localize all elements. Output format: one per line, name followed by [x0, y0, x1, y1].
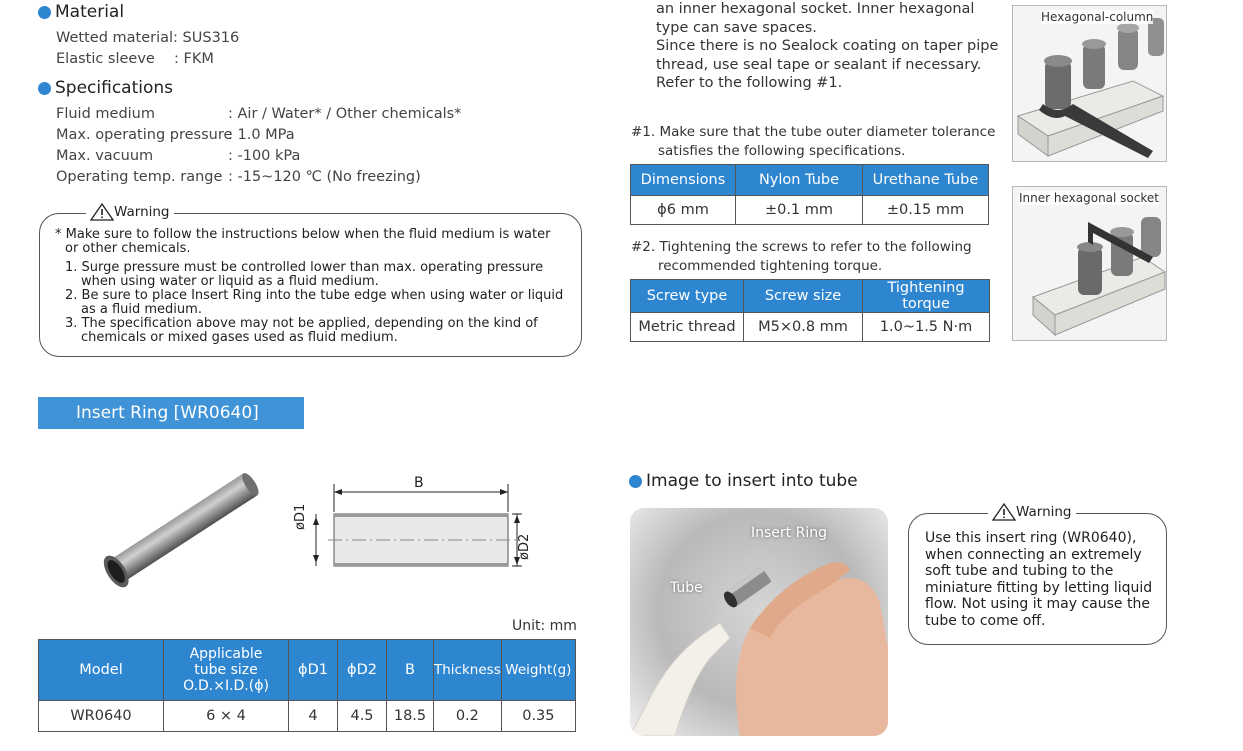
- hex-column-label: Hexagonal-column: [1041, 10, 1154, 24]
- bullet-dot-icon: [629, 475, 642, 488]
- material-heading: Material: [38, 2, 124, 22]
- ring-cell: 0.2: [434, 701, 502, 732]
- warning-triangle-icon: [90, 203, 114, 221]
- material-row-sleeve: Elastic sleeve : FKM: [56, 51, 214, 67]
- unit-label: Unit: mm: [512, 618, 577, 634]
- note-1: #1. Make sure that the tube outer diameter tolerance satisfies the following specifications.: [631, 124, 996, 159]
- ring-cell: 18.5: [387, 701, 434, 732]
- tolerance-header-dimensions: Dimensions: [631, 165, 736, 196]
- ring-header-thickness: Thickness: [434, 640, 502, 701]
- torque-header-type: Screw type: [631, 280, 744, 313]
- ring-cell: 0.35: [501, 701, 575, 732]
- insert-image-heading: Image to insert into tube: [629, 471, 858, 491]
- inner-socket-label: Inner hexagonal socket: [1019, 191, 1159, 205]
- hand-tube-illustration: [630, 508, 888, 736]
- insert-ring-picture: [86, 470, 266, 600]
- intro-text: an inner hexagonal socket. Inner hexagonal type can save spaces. Since there is no Sealock coating on taper pipe thread, use seal tape or sealant if necessary. Refer to the following #1.: [656, 1, 999, 91]
- spec-row-pressure: Max. operating pressure: 1.0 MPa: [56, 127, 295, 143]
- warning-body-2: Use this insert ring (WR0640), when connecting an extremely soft tube and tubing to the miniature fitting by letting liquid flow. Not using it may cause the tube to come off.: [925, 530, 1153, 629]
- warning-triangle-icon: [992, 503, 1016, 521]
- ring-header-b: B: [387, 640, 434, 701]
- torque-cell: Metric thread: [631, 313, 744, 342]
- material-row-wetted: Wetted material: SUS316: [56, 30, 240, 46]
- insert-ring-table: [38, 639, 576, 732]
- insert-ring-banner: Insert Ring [WR0640]: [38, 397, 304, 429]
- ring-cell: WR0640: [39, 701, 164, 732]
- warning-title: Warning: [86, 203, 174, 221]
- torque-table: [630, 279, 990, 342]
- insert-photo: [630, 508, 888, 736]
- spec-row-vacuum: Max. vacuum : -100 kPa: [56, 148, 301, 164]
- tolerance-cell: ±0.15 mm: [863, 196, 989, 225]
- tolerance-header-urethane: Urethane Tube: [863, 165, 989, 196]
- torque-header-torque: Tightening torque: [863, 280, 990, 313]
- tolerance-cell: ±0.1 mm: [736, 196, 863, 225]
- spec-list: [56, 104, 461, 188]
- tolerance-header-nylon: Nylon Tube: [736, 165, 863, 196]
- dim-label-b: B: [414, 475, 424, 491]
- inner-socket-photo: [1012, 186, 1167, 341]
- inner-socket-illustration: [1013, 187, 1166, 340]
- warning-body: * Make sure to follow the instructions below when the fluid medium is water or other chemicals. 1. Surge pressure must be controlled lower than max. operating pressure when using water or liquid as a fluid medium. 2. Be sure to place Insert Ring into the tube edge when using water or liquid as a fluid medium. 3. The specification above may not be applied, depending on the kind of chemicals or mixed gases used as fluid medium.: [55, 227, 564, 345]
- spec-row-fluid: Fluid medium : Air / Water* / Other chemicals*: [56, 106, 462, 122]
- ring-cell: 6 × 4: [164, 701, 289, 732]
- warning-title-2: Warning: [988, 503, 1076, 521]
- ring-header-weight: Weight(g): [501, 640, 575, 701]
- torque-cell: 1.0~1.5 N·m: [863, 313, 990, 342]
- tolerance-table: [630, 164, 989, 225]
- specifications-heading: Specifications: [38, 78, 173, 98]
- ring-header-d2: ϕD2: [338, 640, 387, 701]
- note-2: #2. Tightening the screws to refer to the following recommended tightening torque.: [631, 239, 972, 274]
- bullet-dot-icon: [38, 6, 51, 19]
- tube-photo-label: Tube: [670, 580, 703, 596]
- ring-cell: 4: [289, 701, 338, 732]
- ring-header-model: Model: [39, 640, 164, 701]
- hex-column-photo: [1012, 5, 1167, 162]
- dim-label-d2: øD2: [517, 533, 532, 560]
- ring-cell: 4.5: [338, 701, 387, 732]
- torque-cell: M5×0.8 mm: [744, 313, 863, 342]
- dim-label-d1: øD1: [293, 503, 308, 530]
- hex-column-illustration: [1013, 6, 1166, 161]
- spec-row-temp: Operating temp. range : -15~120 ℃ (No freezing): [56, 169, 421, 185]
- bullet-dot-icon: [38, 82, 51, 95]
- ring-header-d1: ϕD1: [289, 640, 338, 701]
- tolerance-cell: ϕ6 mm: [631, 196, 736, 225]
- ring-header-tube-size: Applicable tube size O.D.×I.D.(ϕ): [164, 640, 289, 701]
- insert-ring-photo-label: Insert Ring: [751, 525, 827, 541]
- torque-header-size: Screw size: [744, 280, 863, 313]
